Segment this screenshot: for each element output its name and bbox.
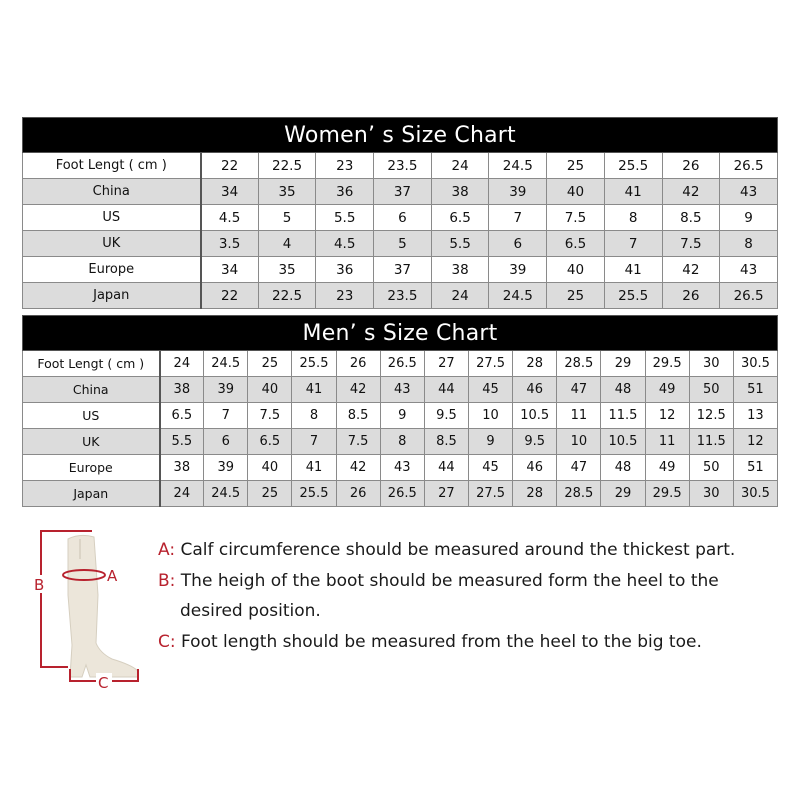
mens-size-chart: [22, 315, 778, 507]
size-cell: 30: [689, 481, 733, 507]
row-label: Japan: [23, 283, 201, 309]
size-cell: 43: [720, 179, 778, 205]
size-cell: 39: [489, 179, 547, 205]
table-row: [23, 179, 778, 205]
size-cell: 35: [258, 257, 316, 283]
size-cell: 9.5: [513, 429, 557, 455]
size-cell: 29.5: [645, 481, 689, 507]
size-cell: 50: [689, 377, 733, 403]
size-cell: 25.5: [604, 283, 662, 309]
size-cell: 24: [431, 283, 489, 309]
note-b-continued: desired position.: [180, 601, 321, 621]
size-cell: 24.5: [204, 481, 248, 507]
size-cell: 12: [645, 403, 689, 429]
row-label: China: [23, 179, 201, 205]
size-cell: 9.5: [424, 403, 468, 429]
size-cell: 9: [380, 403, 424, 429]
size-cell: 11: [645, 429, 689, 455]
size-cell: 40: [248, 455, 292, 481]
size-cell: 29: [601, 481, 645, 507]
size-cell: 41: [604, 179, 662, 205]
size-cell: 46: [513, 377, 557, 403]
size-cell: 25: [248, 351, 292, 377]
size-cell: 40: [547, 179, 605, 205]
size-cell: 37: [374, 179, 432, 205]
size-cell: 49: [645, 455, 689, 481]
size-cell: 26.5: [720, 153, 778, 179]
size-cell: 39: [204, 377, 248, 403]
size-cell: 23: [316, 283, 374, 309]
womens-size-chart: [22, 117, 778, 309]
size-cell: 40: [547, 257, 605, 283]
size-cell: 28.5: [557, 351, 601, 377]
row-label: US: [23, 403, 160, 429]
size-cell: 5.5: [316, 205, 374, 231]
size-cell: 42: [662, 257, 720, 283]
size-cell: 8: [292, 403, 336, 429]
size-cell: 30: [689, 351, 733, 377]
size-cell: 23: [316, 153, 374, 179]
size-cell: 5: [374, 231, 432, 257]
size-cell: 35: [258, 179, 316, 205]
size-cell: 22: [201, 153, 259, 179]
table-row: [23, 205, 778, 231]
size-cell: 26: [336, 481, 380, 507]
note-b-key: B:: [158, 570, 176, 591]
row-label: Foot Lengt ( cm ): [23, 153, 201, 179]
size-cell: 22.5: [258, 153, 316, 179]
size-cell: 24: [160, 351, 204, 377]
size-cell: 26: [662, 283, 720, 309]
size-cell: 26: [336, 351, 380, 377]
size-cell: 6.5: [248, 429, 292, 455]
size-cell: 26: [662, 153, 720, 179]
boot-illustration-icon: [68, 535, 138, 677]
size-cell: 36: [316, 179, 374, 205]
size-cell: 7: [292, 429, 336, 455]
size-cell: 41: [292, 455, 336, 481]
size-cell: 42: [336, 455, 380, 481]
size-cell: 43: [380, 455, 424, 481]
size-cell: 51: [733, 455, 777, 481]
size-cell: 6.5: [160, 403, 204, 429]
size-cell: 5.5: [160, 429, 204, 455]
size-cell: 26.5: [720, 283, 778, 309]
size-cell: 25: [547, 153, 605, 179]
size-cell: 36: [316, 257, 374, 283]
row-label: US: [23, 205, 201, 231]
size-cell: 11.5: [689, 429, 733, 455]
size-cell: 48: [601, 455, 645, 481]
size-cell: 25.5: [292, 481, 336, 507]
table-row: [23, 351, 778, 377]
size-cell: 25.5: [604, 153, 662, 179]
size-cell: 23.5: [374, 283, 432, 309]
size-cell: 6: [374, 205, 432, 231]
note-c: [158, 627, 788, 658]
size-cell: 7.5: [248, 403, 292, 429]
size-cell: 24: [160, 481, 204, 507]
mens-chart-title: Men’ s Size Chart: [23, 316, 778, 351]
size-cell: 28: [513, 351, 557, 377]
row-label: China: [23, 377, 160, 403]
size-cell: 5.5: [431, 231, 489, 257]
size-cell: 7.5: [662, 231, 720, 257]
note-c-text: Foot length should be measured from the heel to the big toe.: [175, 631, 702, 652]
size-cell: 26.5: [380, 481, 424, 507]
size-cell: 42: [336, 377, 380, 403]
boot-measurement-diagram: [28, 525, 158, 695]
size-cell: 34: [201, 179, 259, 205]
size-cell: 38: [431, 257, 489, 283]
size-cell: 27.5: [468, 481, 512, 507]
size-cell: 8.5: [336, 403, 380, 429]
size-cell: 22: [201, 283, 259, 309]
size-cell: 41: [604, 257, 662, 283]
note-b: [158, 566, 788, 597]
size-cell: 10.5: [601, 429, 645, 455]
table-row: [23, 429, 778, 455]
size-cell: 11.5: [601, 403, 645, 429]
size-cell: 22.5: [258, 283, 316, 309]
size-cell: 27.5: [468, 351, 512, 377]
size-cell: 8: [604, 205, 662, 231]
size-cell: 9: [468, 429, 512, 455]
size-cell: 11: [557, 403, 601, 429]
table-row: [23, 403, 778, 429]
size-cell: 28: [513, 481, 557, 507]
note-a: [158, 535, 788, 566]
size-cell: 30.5: [733, 481, 777, 507]
size-cell: 24.5: [489, 283, 547, 309]
size-cell: 41: [292, 377, 336, 403]
size-cell: 27: [424, 351, 468, 377]
size-cell: 7.5: [547, 205, 605, 231]
size-cell: 27: [424, 481, 468, 507]
size-cell: 39: [204, 455, 248, 481]
size-cell: 30.5: [733, 351, 777, 377]
size-cell: 47: [557, 377, 601, 403]
size-cell: 3.5: [201, 231, 259, 257]
size-cell: 23.5: [374, 153, 432, 179]
size-cell: 6: [204, 429, 248, 455]
size-cell: 44: [424, 455, 468, 481]
row-label: UK: [23, 429, 160, 455]
table-row: [23, 153, 778, 179]
size-cell: 25: [547, 283, 605, 309]
size-cell: 49: [645, 377, 689, 403]
size-cell: 25.5: [292, 351, 336, 377]
table-row: [23, 283, 778, 309]
note-a-text: Calf circumference should be measured around the thickest part.: [175, 540, 736, 560]
size-cell: 6: [489, 231, 547, 257]
size-cell: 24.5: [204, 351, 248, 377]
label-c: C: [98, 674, 109, 692]
size-cell: 43: [720, 257, 778, 283]
size-cell: 7.5: [336, 429, 380, 455]
size-cell: 50: [689, 455, 733, 481]
size-cell: 12.5: [689, 403, 733, 429]
womens-chart-title: Women’ s Size Chart: [23, 118, 778, 153]
note-c-key: C:: [158, 631, 176, 652]
size-cell: 24.5: [489, 153, 547, 179]
row-label: Europe: [23, 455, 160, 481]
note-a-key: A:: [158, 540, 176, 560]
size-cell: 34: [201, 257, 259, 283]
size-cell: 8: [720, 231, 778, 257]
size-cell: 45: [468, 455, 512, 481]
size-cell: 25: [248, 481, 292, 507]
size-cell: 38: [431, 179, 489, 205]
table-row: [23, 257, 778, 283]
table-row: [23, 481, 778, 507]
size-cell: 29: [601, 351, 645, 377]
size-cell: 12: [733, 429, 777, 455]
size-cell: 38: [160, 455, 204, 481]
size-cell: 42: [662, 179, 720, 205]
size-cell: 7: [204, 403, 248, 429]
size-cell: 8.5: [424, 429, 468, 455]
row-label: UK: [23, 231, 201, 257]
size-cell: 5: [258, 205, 316, 231]
size-cell: 40: [248, 377, 292, 403]
label-b: B: [34, 576, 45, 594]
size-cell: 29.5: [645, 351, 689, 377]
size-cell: 51: [733, 377, 777, 403]
row-label: Europe: [23, 257, 201, 283]
note-b-text: The heigh of the boot should be measured form the heel to the: [175, 570, 719, 591]
size-cell: 10.5: [513, 403, 557, 429]
measurement-notes: [158, 535, 788, 657]
size-cell: 26.5: [380, 351, 424, 377]
table-row: [23, 455, 778, 481]
label-a: A: [107, 567, 118, 585]
size-cell: 44: [424, 377, 468, 403]
size-cell: 37: [374, 257, 432, 283]
size-cell: 10: [557, 429, 601, 455]
table-row: [23, 377, 778, 403]
size-cell: 10: [468, 403, 512, 429]
size-cell: 38: [160, 377, 204, 403]
size-cell: 7: [604, 231, 662, 257]
size-cell: 7: [489, 205, 547, 231]
size-cell: 9: [720, 205, 778, 231]
row-label: Foot Lengt ( cm ): [23, 351, 160, 377]
size-cell: 48: [601, 377, 645, 403]
size-cell: 28.5: [557, 481, 601, 507]
size-cell: 4: [258, 231, 316, 257]
size-cell: 4.5: [201, 205, 259, 231]
size-cell: 43: [380, 377, 424, 403]
size-cell: 6.5: [547, 231, 605, 257]
size-cell: 46: [513, 455, 557, 481]
size-cell: 13: [733, 403, 777, 429]
size-cell: 6.5: [431, 205, 489, 231]
size-cell: 4.5: [316, 231, 374, 257]
size-cell: 8: [380, 429, 424, 455]
table-row: [23, 231, 778, 257]
size-cell: 39: [489, 257, 547, 283]
size-cell: 24: [431, 153, 489, 179]
row-label: Japan: [23, 481, 160, 507]
size-cell: 45: [468, 377, 512, 403]
size-cell: 47: [557, 455, 601, 481]
size-cell: 8.5: [662, 205, 720, 231]
